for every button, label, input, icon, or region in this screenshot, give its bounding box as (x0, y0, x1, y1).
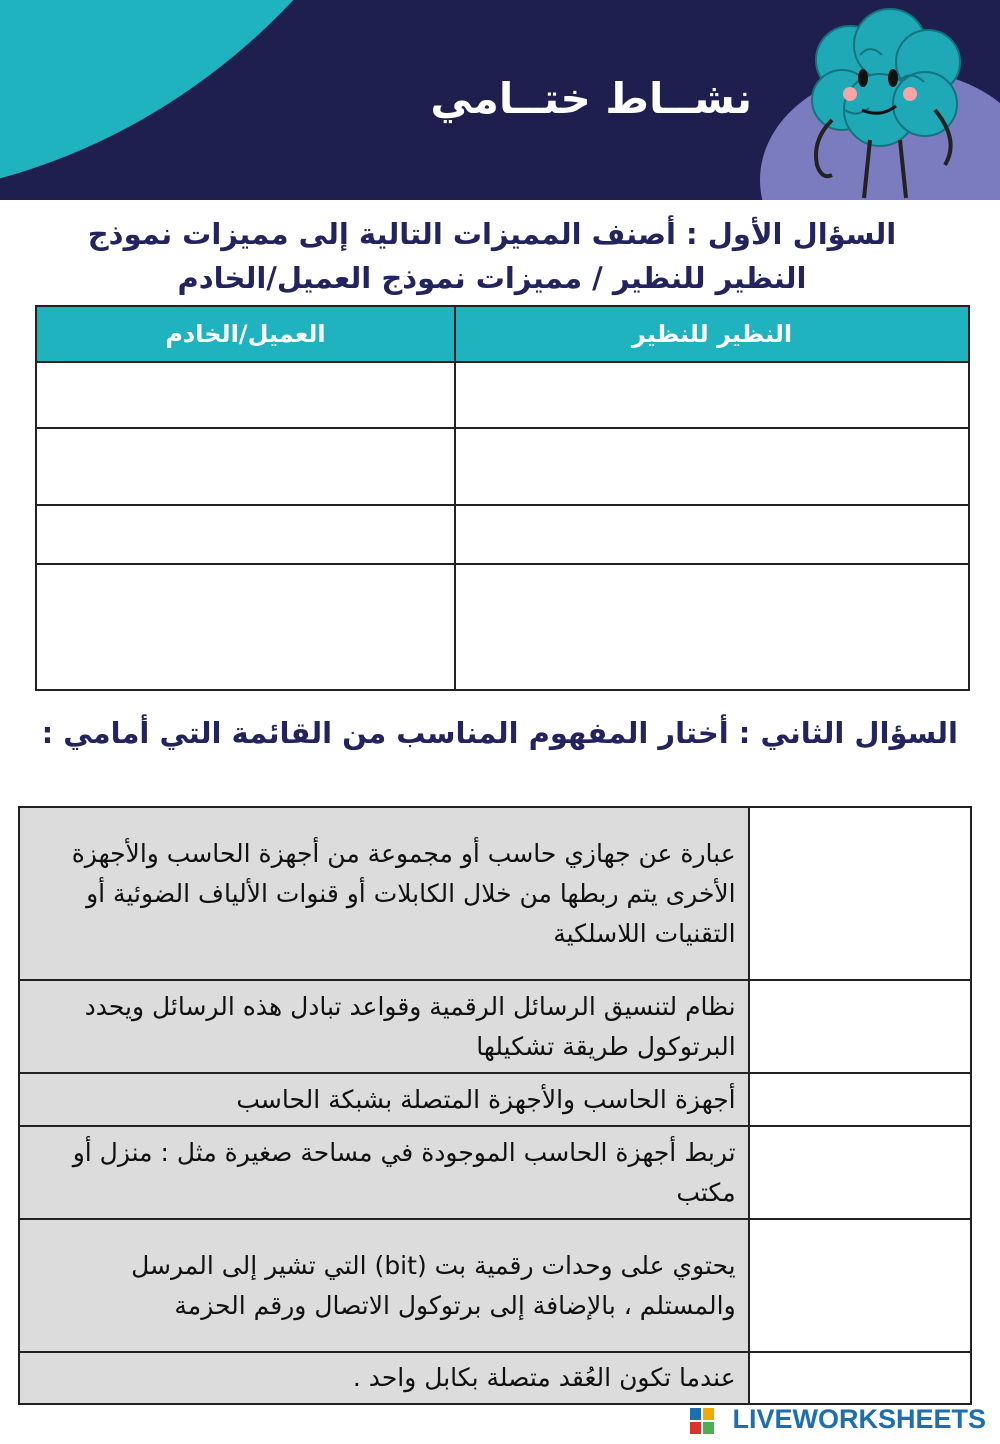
definition-text: أجهزة الحاسب والأجهزة المتصلة بشبكة الحاسب (19, 1073, 749, 1126)
question-2-heading: السؤال الثاني : أختار المفهوم المناسب من القائمة التي أمامي : (41, 716, 958, 750)
definition-text: تربط أجهزة الحاسب الموجودة في مساحة صغيرة مثل : منزل أو مكتب (19, 1126, 749, 1219)
answer-cell-peer-to-peer[interactable] (455, 428, 969, 505)
table-row (19, 1126, 971, 1219)
answer-cell-peer-to-peer[interactable] (455, 564, 969, 690)
table-row (19, 1219, 971, 1352)
answer-cell-peer-to-peer[interactable] (455, 505, 969, 564)
table-row (19, 1352, 971, 1404)
answer-dropdown[interactable] (749, 1219, 971, 1352)
answer-cell-client-server[interactable] (36, 362, 455, 428)
classification-table (35, 305, 970, 691)
question-1-heading: السؤال الأول : أصنف المميزات التالية إلى مميزات نموذج النظير للنظير / مميزات نموذج العميل/الخادم (87, 217, 897, 295)
liveworksheets-logo-icon (690, 1408, 714, 1434)
definition-text: عبارة عن جهازي حاسب أو مجموعة من أجهزة الحاسب والأجهزة الأخرى يتم ربطها من خلال الكابلات أو قنوات الألياف الضوئية أو التقنيات اللاسلكية (19, 807, 749, 980)
definition-text: عندما تكون العُقد متصلة بكابل واحد . (19, 1352, 749, 1404)
teal-shape (0, 0, 480, 200)
answer-cell-client-server[interactable] (36, 428, 455, 505)
answer-dropdown[interactable] (749, 980, 971, 1073)
answer-dropdown[interactable] (749, 1073, 971, 1126)
table-row (36, 564, 969, 690)
concept-matching-table (18, 806, 972, 1405)
answer-dropdown[interactable] (749, 1352, 971, 1404)
answer-dropdown[interactable] (749, 807, 971, 980)
table-row (36, 505, 969, 564)
liveworksheets-brand: LIVEWORKSHEETS (732, 1404, 986, 1434)
answer-cell-peer-to-peer[interactable] (455, 362, 969, 428)
answer-dropdown[interactable] (749, 1126, 971, 1219)
column-header-client-server: العميل/الخادم (36, 306, 455, 362)
answer-cell-client-server[interactable] (36, 505, 455, 564)
table-row (36, 428, 969, 505)
table-row (19, 807, 971, 980)
brain-mascot-icon (750, 0, 990, 200)
definition-text: يحتوي على وحدات رقمية بت (bit) التي تشير إلى المرسل والمستلم ، بالإضافة إلى برتوكول الاتصال ورقم الحزمة (19, 1219, 749, 1352)
definition-text: نظام لتنسيق الرسائل الرقمية وقواعد تبادل هذه الرسائل ويحدد البرتوكول طريقة تشكيلها (19, 980, 749, 1073)
column-header-peer-to-peer: النظير للنظير (455, 306, 969, 362)
table-row (36, 362, 969, 428)
table-row (19, 980, 971, 1073)
answer-cell-client-server[interactable] (36, 564, 455, 690)
page-title: نشــاط ختــامي (430, 74, 752, 123)
header-banner (0, 0, 1000, 200)
table-row (19, 1073, 971, 1126)
